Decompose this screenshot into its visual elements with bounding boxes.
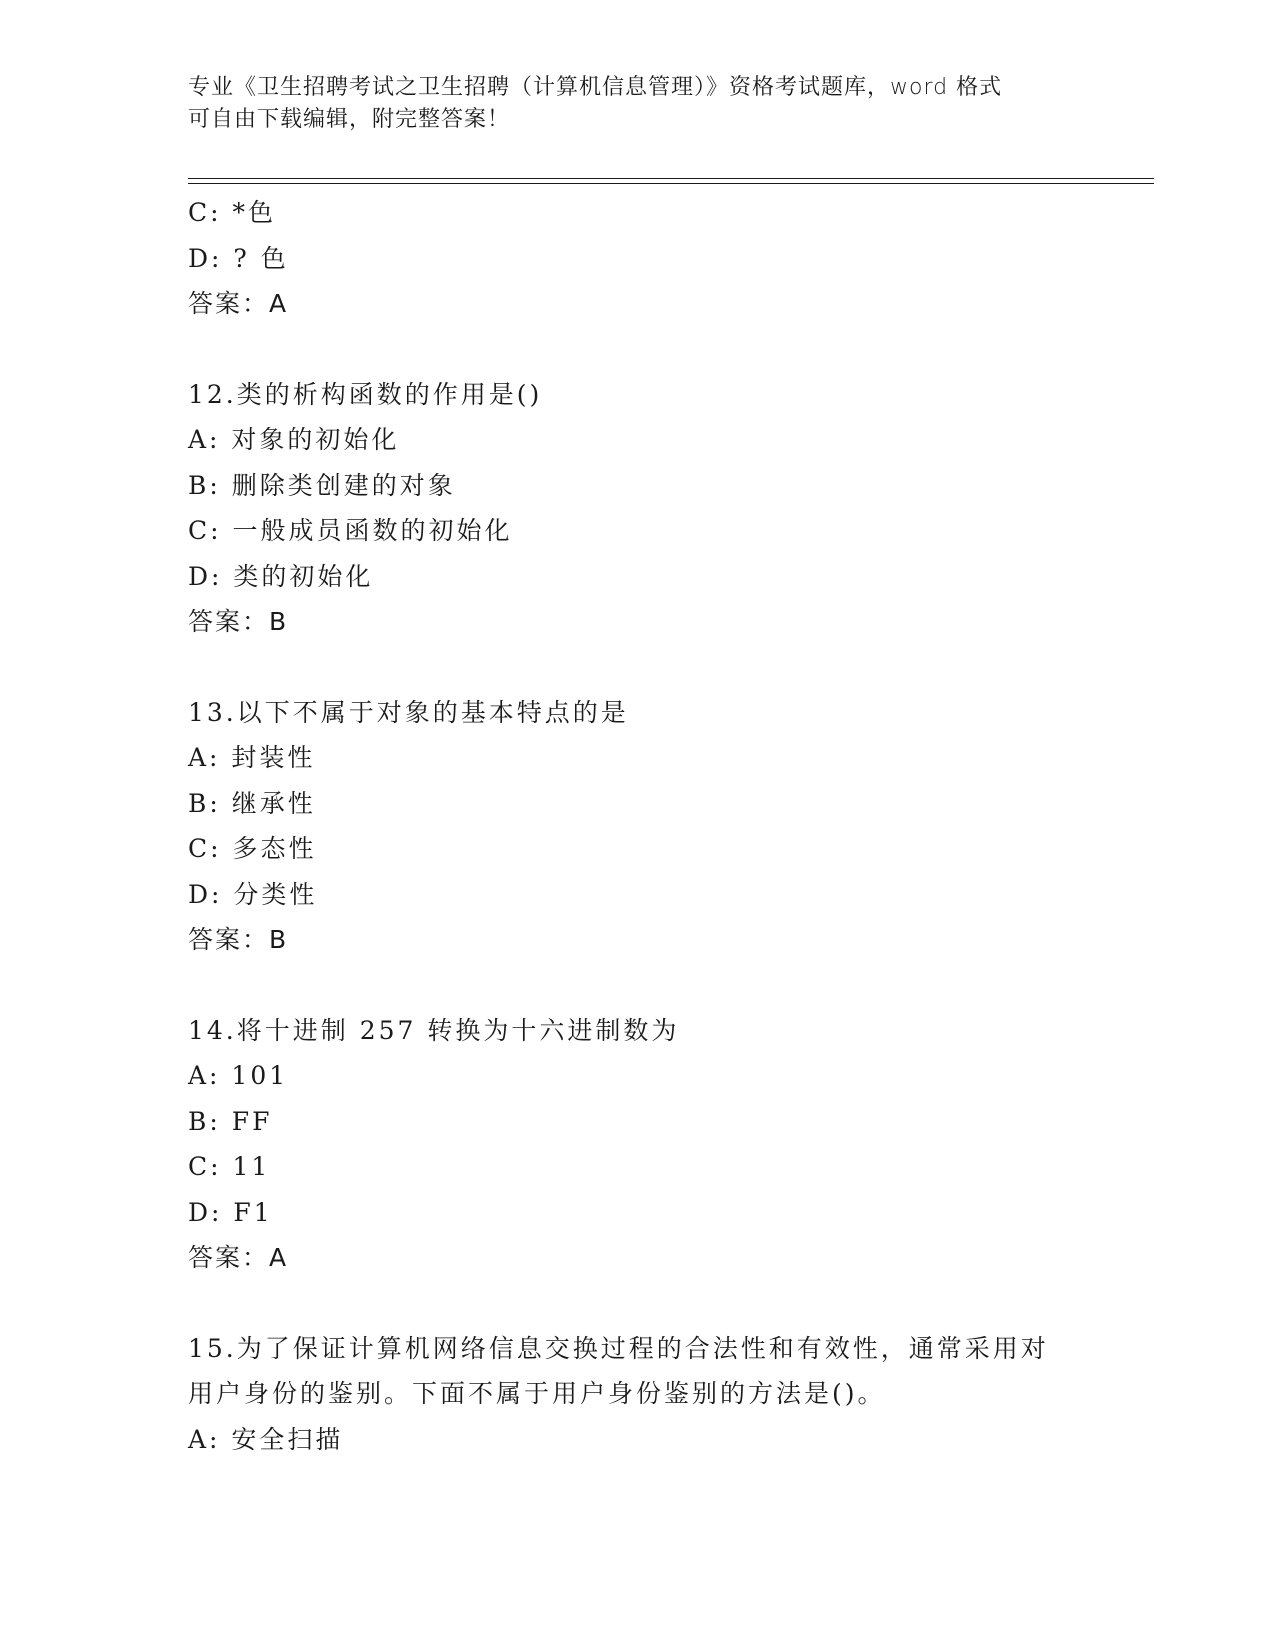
document-header [188, 72, 1068, 136]
option-d: D: ? 色 [188, 243, 289, 273]
question-title: 13.以下不属于对象的基本特点的是 [188, 697, 629, 727]
question-15 [188, 1326, 1088, 1463]
question-title-line-1: 15.为了保证计算机网络信息交换过程的合法性和有效性，通常采用对 [188, 1333, 1049, 1363]
option-b: B: 继承性 [188, 788, 316, 818]
header-line-2: 可自由下载编辑，附完整答案！ [188, 107, 511, 132]
option-d: D: 分类性 [188, 879, 318, 909]
option-c: C: 多态性 [188, 834, 317, 863]
question-title: 14.将十进制 257 转换为十六进制数为 [188, 1015, 680, 1045]
header-divider-top [188, 178, 1154, 179]
header-line-1: 专业《卫生招聘考试之卫生招聘（计算机信息管理）》资格考试题库，word 格式 [188, 75, 1003, 100]
question-13 [188, 690, 1088, 963]
option-c: C: 一般成员函数的初始化 [188, 516, 513, 545]
question-title: 12.类的析构函数的作用是() [188, 379, 543, 409]
question-11-continued [188, 190, 1088, 327]
option-d: D: 类的初始化 [188, 561, 374, 591]
question-list [188, 190, 1088, 1462]
option-d: D: F1 [188, 1197, 273, 1227]
option-c: C: *色 [188, 198, 276, 227]
option-a: A: 安全扫描 [188, 1424, 344, 1454]
answer-label: 答案：B [188, 925, 289, 954]
answer-label: 答案：A [188, 289, 289, 318]
question-12 [188, 372, 1088, 645]
answer-label: 答案：A [188, 1243, 289, 1272]
option-b: B: 删除类创建的对象 [188, 470, 456, 500]
question-title-line-2: 用户身份的鉴别。下面不属于用户身份鉴别的方法是()。 [188, 1379, 886, 1408]
option-a: A: 101 [188, 1061, 289, 1090]
option-a: A: 对象的初始化 [188, 425, 400, 454]
option-a: A: 封装性 [188, 743, 316, 772]
question-14 [188, 1008, 1088, 1281]
header-divider-bottom [188, 183, 1154, 184]
option-c: C: 11 [188, 1152, 271, 1181]
answer-label: 答案：B [188, 607, 289, 636]
option-b: B: FF [188, 1106, 273, 1136]
